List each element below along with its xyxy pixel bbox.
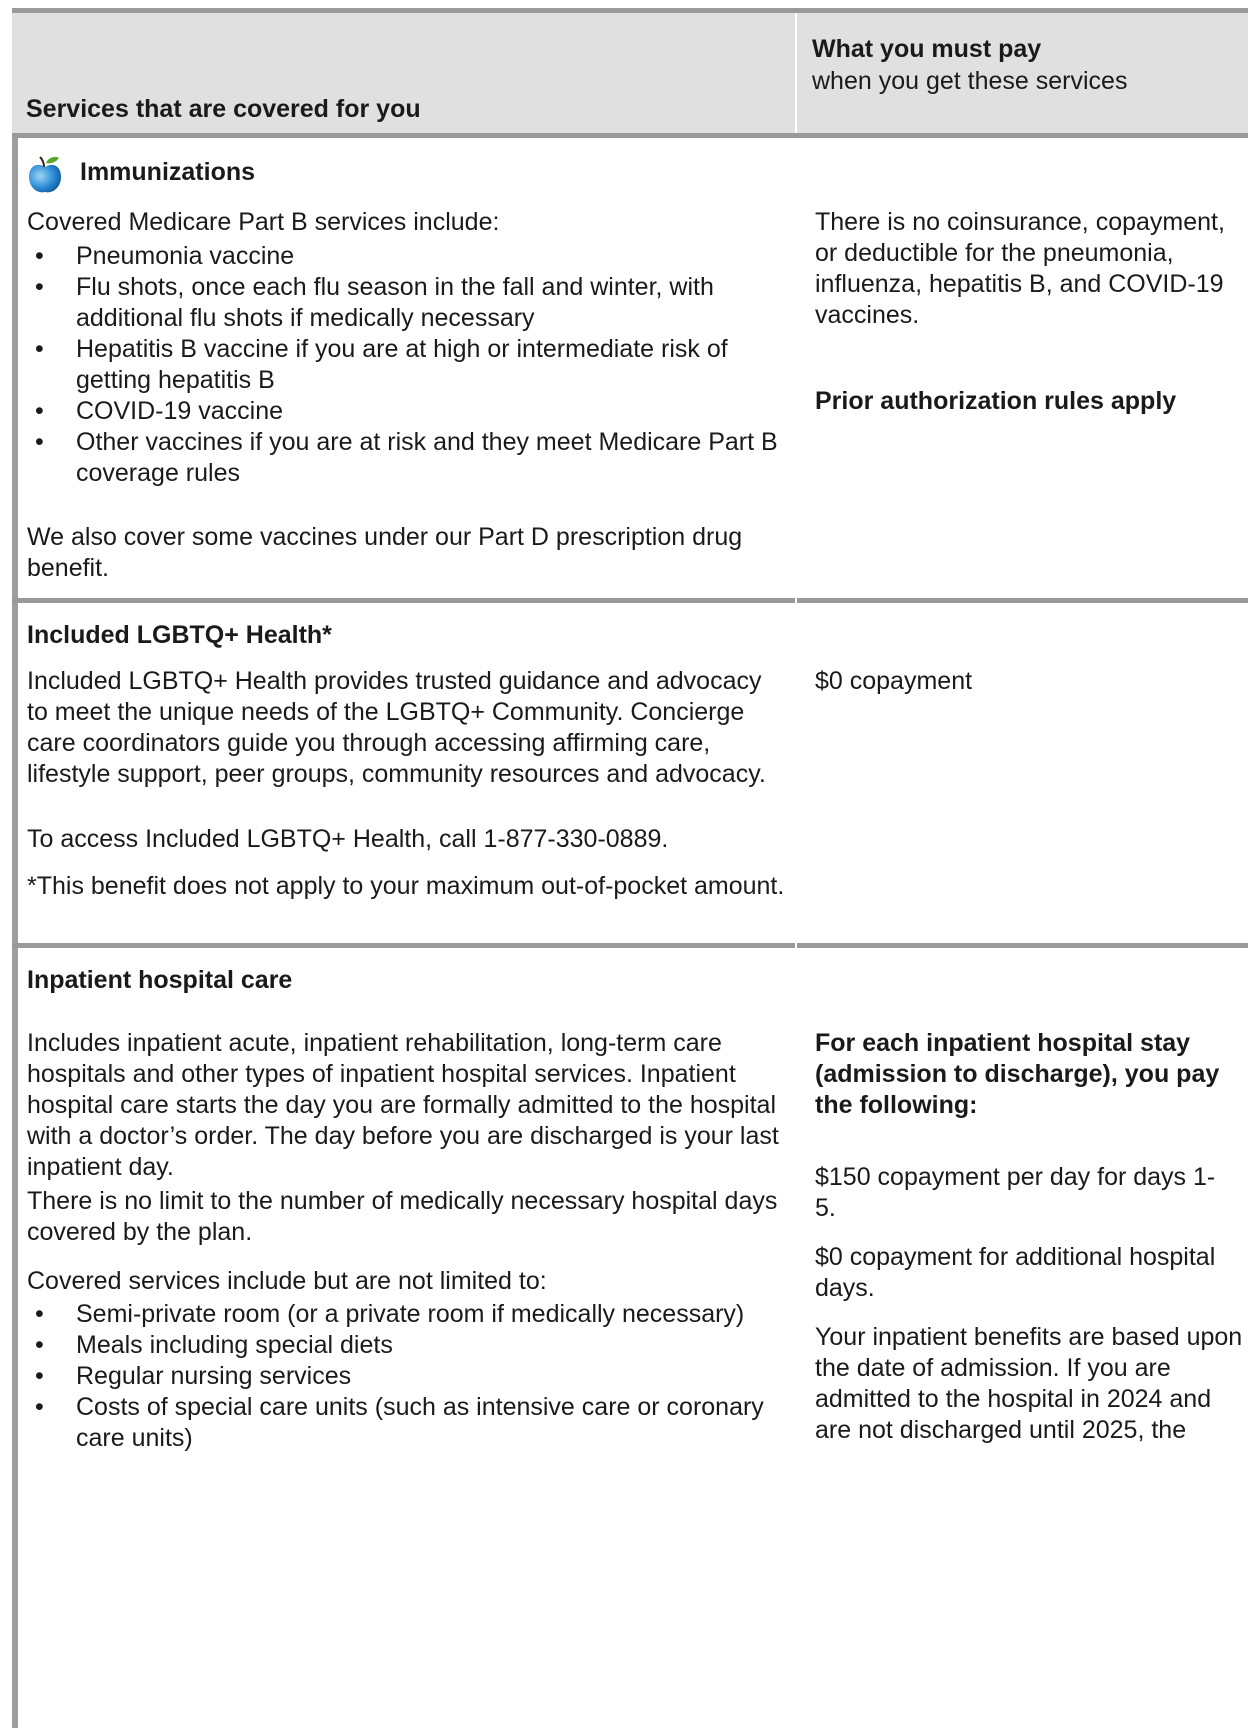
table-left-border bbox=[12, 8, 18, 1728]
apple-icon bbox=[27, 154, 63, 194]
inpatient-payment-days: $150 copayment per day for days 1-5. bbox=[815, 1163, 1216, 1222]
inpatient-intro: Covered services include but are not limited to: bbox=[27, 1267, 547, 1295]
inpatient-payment-note: Your inpatient benefits are based upon the date of admission. If you are admitted to the hospital in 2024 and are not discharged until 2025, the bbox=[815, 1323, 1243, 1444]
inpatient-title: Inpatient hospital care bbox=[27, 966, 293, 994]
list-item: • Flu shots, once each flu season in the fall and winter, with additional flu shots if medically necessary bbox=[27, 272, 787, 334]
inpatient-payment-additional: $0 copayment for additional hospital days. bbox=[815, 1243, 1216, 1302]
row-divider bbox=[12, 943, 1248, 948]
lgbtq-description: Included LGBTQ+ Health provides trusted guidance and advocacy to meet the unique needs of the LGBTQ+ Community. Concierge care coordinators guide you through accessing affirming care, lifestyle support, peer groups, community resources and advocacy. bbox=[27, 667, 766, 788]
list-item: • COVID-19 vaccine bbox=[27, 396, 787, 427]
inpatient-list bbox=[27, 1299, 792, 1454]
list-item: • Semi-private room (or a private room if medically necessary) bbox=[27, 1299, 792, 1330]
immunizations-title: Immunizations bbox=[80, 158, 256, 186]
immunizations-footer: We also cover some vaccines under our Part D prescription drug benefit. bbox=[27, 523, 743, 582]
header-payment-bold: What you must pay bbox=[812, 35, 1042, 63]
immunizations-intro: Covered Medicare Part B services include: bbox=[27, 208, 500, 236]
table-header bbox=[12, 8, 1248, 138]
header-payment-rest: when you get these services bbox=[812, 67, 1128, 95]
inpatient-limit: There is no limit to the number of medically necessary hospital days covered by the plan. bbox=[27, 1187, 778, 1246]
list-item: • Regular nursing services bbox=[27, 1361, 792, 1392]
lgbtq-phone: To access Included LGBTQ+ Health, call 1-877-330-0889. bbox=[27, 825, 669, 853]
immunizations-prior-auth: Prior authorization rules apply bbox=[815, 387, 1177, 415]
list-item: • Hepatitis B vaccine if you are at high or intermediate risk of getting hepatitis B bbox=[27, 334, 787, 396]
list-item: • Other vaccines if you are at risk and they meet Medicare Part B coverage rules bbox=[27, 427, 787, 489]
row-divider bbox=[12, 598, 1248, 603]
lgbtq-title: Included LGBTQ+ Health* bbox=[27, 621, 332, 649]
inpatient-description: Includes inpatient acute, inpatient rehabilitation, long-term care hospitals and other types of inpatient hospital services. Inpatient hospital care starts the day you are formally admitted to the hospital with a doctor’s order. The day before you are discharged is your last inpatient day. bbox=[27, 1029, 779, 1181]
list-item: • Costs of special care units (such as intensive care or coronary care units) bbox=[27, 1392, 792, 1454]
immunizations-payment: There is no coinsurance, copayment, or deductible for the pneumonia, influenza, hepatitis B, and COVID-19 vaccines. bbox=[815, 208, 1225, 329]
header-services-column: Services that are covered for you bbox=[26, 95, 421, 123]
inpatient-payment-heading: For each inpatient hospital stay (admission to discharge), you pay the following: bbox=[815, 1029, 1220, 1119]
lgbtq-note: *This benefit does not apply to your maximum out-of-pocket amount. bbox=[27, 872, 785, 900]
lgbtq-payment: $0 copayment bbox=[815, 667, 973, 695]
header-column-divider bbox=[795, 13, 797, 133]
immunizations-list bbox=[27, 241, 787, 489]
list-item: • Pneumonia vaccine bbox=[27, 241, 787, 272]
header-payment-column bbox=[812, 33, 1242, 97]
list-item: • Meals including special diets bbox=[27, 1330, 792, 1361]
